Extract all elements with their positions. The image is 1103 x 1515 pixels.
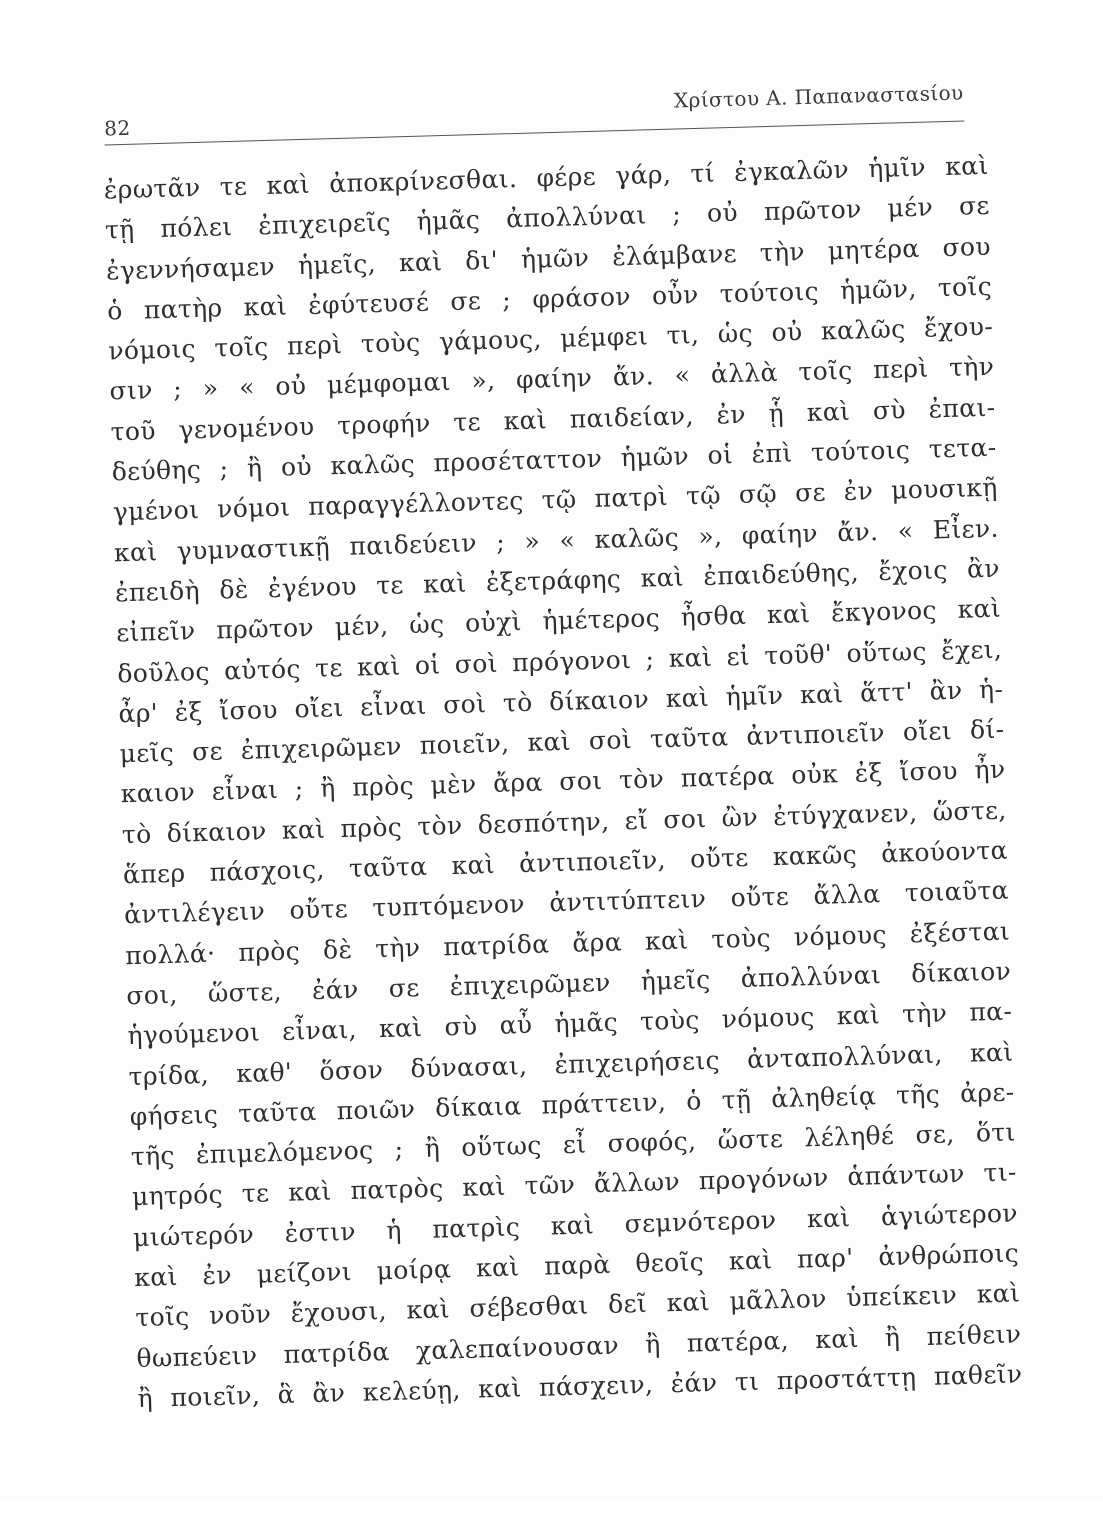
- text-line: σοι, ὥστε, ἐάν σε ἐπιχειρῶμεν ἡμεῖς ἀπολλύναι δίκαιον: [126, 956, 1012, 1011]
- text-line: γμένοι νόμοι παραγγέλλοντες τῷ πατρὶ τῷ σῷ σε ἐν μουσικῇ: [112, 473, 998, 527]
- text-line: ὁ πατὴρ καὶ ἐφύτευσέ σε ; φράσον οὖν τούτοις ἡμῶν, τοῖς: [106, 271, 993, 326]
- text-line: ἅπερ πάσχοις, ταῦτα καὶ ἀντιποιεῖν, οὔτε κακῶς ἀκούοντα: [122, 835, 1009, 890]
- text-line: τῆς ἐπιμελόμενος ; ἢ οὕτως εἶ σοφός, ὥστε λέληθέ σε, ὅτι: [130, 1117, 1016, 1172]
- text-line: ἡγούμενοι εἶναι, καὶ σὺ αὖ ἡμᾶς τοὺς νόμους καὶ τὴν πα-: [127, 996, 1013, 1051]
- header-rule: [105, 120, 965, 145]
- text-line: μιώτερόν ἐστιν ἡ πατρὶς καὶ σεμνότερον καὶ ἁγιώτερον: [132, 1198, 1019, 1252]
- page-number: 82: [103, 115, 131, 141]
- running-head: Χρίστου Α. Παπανασταsίου: [673, 80, 964, 113]
- text-line: νόμοις τοῖς περὶ τοὺς γάμους, μέμφει τι, ὡς οὐ καλῶς ἔχου-: [108, 311, 994, 366]
- text-line: μεῖς σε ἐπιχειρῶμεν ποιεῖν, καὶ σοὶ ταῦτα ἀντιποιεῖν οἴει δί-: [119, 714, 1005, 769]
- text-line: εἰπεῖν πρῶτον μέν, ὡς οὐχὶ ἡμέτερος ἦσθα καὶ ἔκγονος καὶ: [115, 593, 1002, 648]
- text-line: καὶ γυμναστικῇ παιδεύειν ; » « καλῶς », φαίην ἄν. « Εἶεν.: [113, 513, 1000, 568]
- text-line: ἀντιλέγειν οὔτε τυπτόμενον ἀντιτύπτειν οὔτε ἄλλα τοιαῦτα: [123, 875, 1010, 930]
- text-line: θωπεύειν πατρίδα χαλεπαίνουσαν ἢ πατέρα, καὶ ἢ πείθειν: [136, 1318, 1022, 1373]
- text-line: ἢ ποιεῖν, ἃ ἂν κελεύῃ, καὶ πάσχειν, ἐάν τι προστάττῃ παθεῖν: [137, 1359, 1023, 1413]
- text-line: σιν ; » « οὐ μέμφομαι », φαίην ἄν. « ἀλλὰ τοῖς περὶ τὴν: [109, 352, 995, 406]
- text-line: καιον εἶναι ; ἢ πρὸς μὲν ἄρα σοι τὸν πατέρα οὐκ ἐξ ἴσου ἦν: [120, 755, 1006, 809]
- text-line: φήσεις ταῦτα ποιῶν δίκαια πράττειν, ὁ τῇ ἀληθείᾳ τῆς ἀρε-: [129, 1077, 1015, 1131]
- text-line: τὸ δίκαιον καὶ πρὸς τὸν δεσπότην, εἴ σοι ὢν ἐτύγχανεν, ὥστε,: [121, 795, 1007, 850]
- text-line: δεύθης ; ἢ οὐ καλῶς προσέταττον ἡμῶν οἱ ἐπὶ τούτοις τετα-: [111, 432, 997, 487]
- text-line: ἐγεννήσαμεν ἡμεῖς, καὶ δι' ἡμῶν ἐλάμβανε τὴν μητέρα σου: [105, 231, 992, 286]
- text-line: πολλά· πρὸς δὲ τὴν πατρίδα ἄρα καὶ τοὺς νόμους ἐξέσται: [124, 916, 1011, 970]
- text-line: τρίδα, καθ' ὅσον δύνασαι, ἐπιχειρήσεις ἀνταπολλύναι, καὶ: [128, 1036, 1014, 1091]
- text-line: τοῖς νοῦν ἔχουσι, καὶ σέβεσθαι δεῖ καὶ μᾶλλον ὑπείκειν καὶ: [135, 1278, 1021, 1333]
- page-header: [104, 80, 965, 154]
- text-line: ἐρωτᾶν τε καὶ ἀποκρίνεσθαι. φέρε γάρ, τί ἐγκαλῶν ἡμῖν καὶ: [103, 150, 989, 205]
- text-line: ἆρ' ἐξ ἴσου οἴει εἶναι σοὶ τὸ δίκαιον καὶ ἡμῖν καὶ ἅττ' ἂν ἡ-: [118, 674, 1004, 729]
- text-line: τῇ πόλει ἐπιχειρεῖς ἡμᾶς ἀπολλύναι ; οὐ πρῶτον μέν σε: [104, 191, 991, 245]
- text-line: μητρός τε καὶ πατρὸς καὶ τῶν ἄλλων προγόνων ἁπάντων τι-: [131, 1157, 1018, 1212]
- body-text: [103, 146, 1023, 1419]
- text-line: ἐπειδὴ δὲ ἐγένου τε καὶ ἐξετράφης καὶ ἐπαιδεύθης, ἔχοις ἂν: [114, 553, 1001, 608]
- text-line: δοῦλος αὐτός τε καὶ οἱ σοὶ πρόγονοι ; καὶ εἰ τοῦθ' οὕτως ἔχει,: [117, 634, 1003, 688]
- text-line: τοῦ γενομένου τροφήν τε καὶ παιδείαν, ἐν ᾗ καὶ σὺ ἐπαι-: [110, 392, 996, 447]
- text-line: καὶ ἐν μείζονι μοίρᾳ καὶ παρὰ θεοῖς καὶ παρ' ἀνθρώποις: [133, 1238, 1020, 1293]
